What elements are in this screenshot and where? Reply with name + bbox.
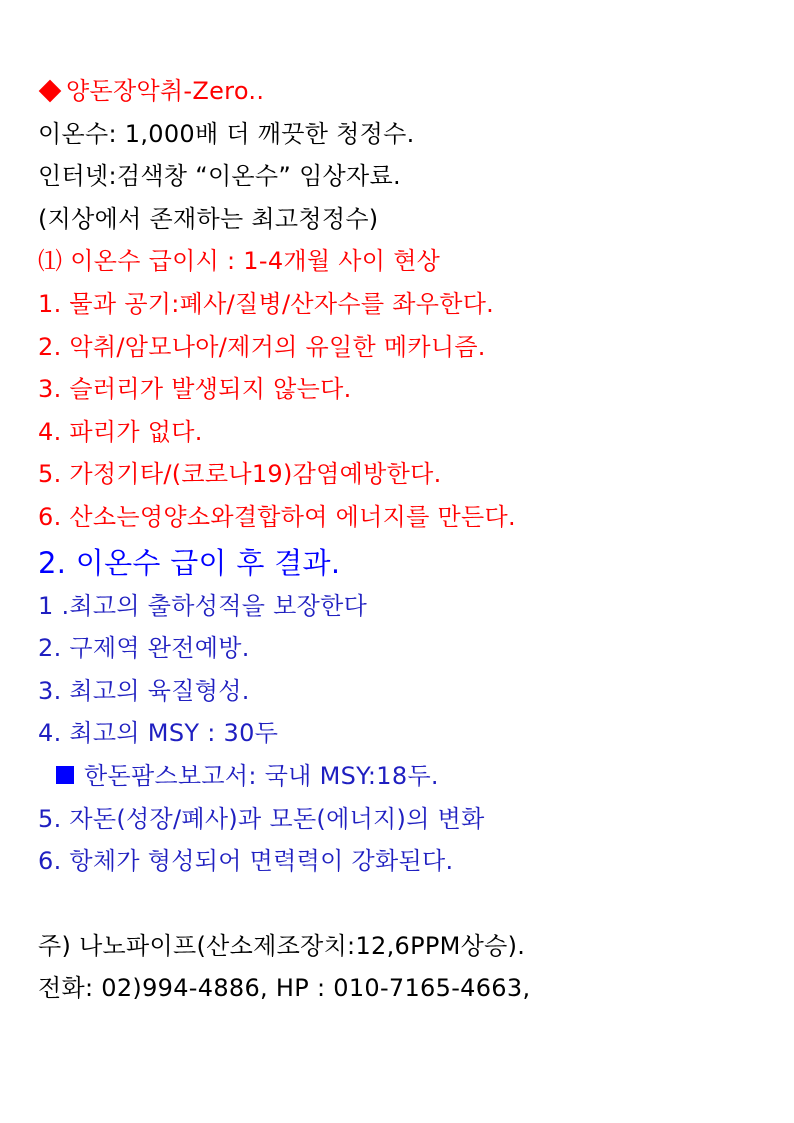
section-2-item-5: 5. 자돈(성장/폐사)과 모돈(에너지)의 변화: [38, 804, 485, 833]
section-1-item-4: 4. 파리가 없다.: [38, 417, 203, 446]
section-2-note: [38, 759, 778, 802]
section-1-item-1: 1. 물과 공기:폐사/질병/산자수를 좌우한다.: [38, 289, 495, 318]
section-2-note-text: 한돈팜스보고서: 국내 MSY:18두.: [84, 761, 439, 790]
section-2-item-1: 1 .최고의 출하성적을 보장한다: [38, 591, 368, 620]
section-1-heading: ⑴ 이온수 급이시 : 1-4개월 사이 현상: [38, 247, 441, 276]
square-icon: [56, 766, 74, 784]
section-1-item-6: 6. 산소는영양소와결합하여 에너지를 만든다.: [38, 502, 516, 531]
document-page: [38, 74, 778, 1014]
section-1-item-5: 5. 가정기타/(코로나19)감염예방한다.: [38, 460, 442, 489]
section-2-heading: 2. 이온수 급이 후 결과.: [38, 545, 341, 580]
intro-line-1: 이온수: 1,000배 더 깨끗한 청정수.: [38, 119, 415, 148]
doc-title: [38, 74, 778, 117]
section-2-item-6: 6. 항체가 형성되어 면력력이 강화된다.: [38, 847, 454, 876]
intro-line-2: 인터넷:검색창 “이온수” 임상자료.: [38, 162, 401, 191]
section-2-item-4: 4. 최고의 MSY : 30두: [38, 719, 279, 748]
intro-line-3: (지상에서 존재하는 최고청정수): [38, 204, 379, 233]
section-2-item-3: 3. 최고의 육질형성.: [38, 676, 250, 705]
diamond-icon: [39, 80, 62, 103]
contact-line: 전화: 02)994-4886, HP : 010-7165-4663,: [38, 974, 531, 1003]
footer-note: 주) 나노파이프(산소제조장치:12,6PPM상승).: [38, 931, 526, 960]
section-2-item-2: 2. 구제역 완전예방.: [38, 634, 250, 663]
spacer: [38, 887, 778, 929]
section-1-item-2: 2. 악취/암모나아/제거의 유일한 메카니즘.: [38, 332, 486, 361]
section-1-item-3: 3. 슬러리가 발생되지 않는다.: [38, 375, 352, 404]
doc-title-text: 양돈장악취-Zero..: [66, 77, 265, 105]
